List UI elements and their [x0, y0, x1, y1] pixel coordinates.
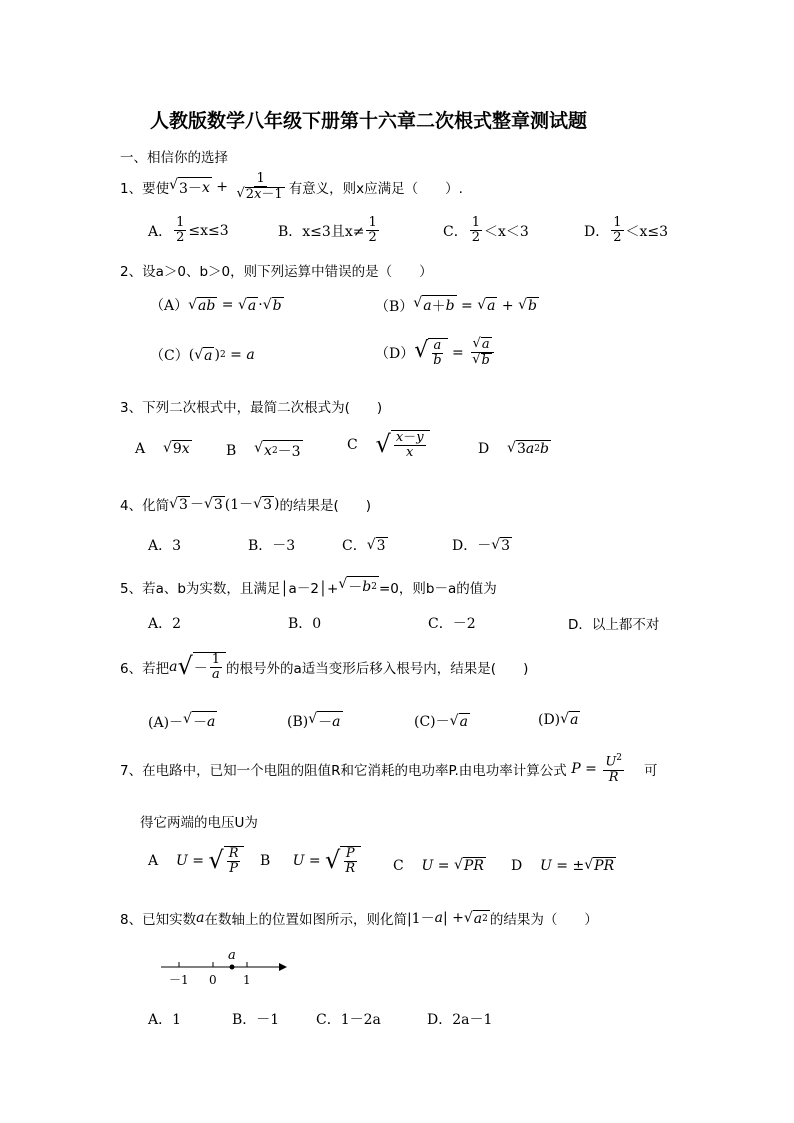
q8-option-d: D．2a－1 — [427, 1012, 493, 1028]
axis-label-neg1: －1 — [169, 973, 189, 987]
q6-option-b: (B) √ － a — [287, 711, 341, 731]
q7-option-c: C U = √ PR — [393, 857, 484, 874]
number-line-figure — [155, 945, 295, 990]
q1-option-a: A． $\frac{1}{2}$ ≤x≤3 — [148, 215, 229, 246]
point-a-marker — [230, 965, 235, 970]
q4-option-d: D．－ √ 3 — [452, 536, 511, 554]
q7-option-a: A U = √ $\frac{R}{P}$ — [148, 846, 244, 877]
q1-option-d: D． $\frac{1}{2}$ ＜x≤3 — [584, 215, 669, 246]
q2-option-b: （B） √ a ＋ b = √ a + √ b — [375, 295, 537, 315]
q1-expression: √ 3－ x + 1 √ 2 x －1 — [169, 171, 283, 203]
q5-option-c: C．－2 — [428, 616, 476, 632]
q1-prefix: 1、要使 — [120, 181, 170, 198]
question-7-stem: 7、在电路中，已知一个电阻的阻值R和它消耗的电功率P.由电功率计算公式 P = $\frac{U^2}{R}$ 可 — [120, 753, 658, 785]
q1-suffix: 有意义，则x应满足（ ）. — [288, 181, 463, 198]
question-5-stem: 5、若a、b为实数，且满足│a－2│+ √ － b 2 =0，则b－a的值为 — [120, 576, 497, 597]
q5-option-a: A．2 — [148, 616, 182, 632]
q5-option-b: B．0 — [288, 616, 322, 632]
question-4-stem: 4、化简 √ 3 － √ 3 (1－ √ 3 ) 的结果是( ) — [120, 495, 372, 514]
question-3-stem: 3、下列二次根式中，最简二次根式为( ) — [120, 400, 383, 416]
q2-option-d: （D） √ $\frac{a}{b}$ = √ a √ b — [375, 337, 496, 369]
axis-label-1: 1 — [243, 973, 251, 987]
q3-option-c: C √ $\frac{x-y}{x}$ — [347, 430, 430, 461]
q1-option-c: C． $\frac{1}{2}$ ＜x＜3 — [443, 215, 529, 246]
question-8-stem: 8、已知实数 a 在数轴上的位置如图所示，则化简 |1－ a | + √ a 2 的结果为（ ） — [120, 909, 598, 928]
q8-option-c: C．1－2a — [316, 1012, 381, 1028]
arrow-icon — [279, 963, 287, 971]
q5-option-d: D．以上都不对 — [568, 617, 660, 633]
q6-option-d: (D) √ a — [538, 711, 579, 728]
q6-option-c: (C)－ √ a — [414, 712, 468, 730]
q8-option-a: A．1 — [148, 1012, 182, 1028]
q7-option-b: B U = √ $\frac{P}{R}$ — [260, 846, 361, 877]
q4-option-a: A．3 — [148, 538, 182, 554]
axis-label-0: 0 — [209, 973, 217, 987]
q2-option-a: （A） √ ab = √ a · √ b — [150, 296, 282, 314]
q8-option-b: B．－1 — [232, 1012, 280, 1028]
q1-option-b: B．x≤3且x≠ $\frac{1}{2}$ — [278, 215, 377, 246]
point-a-label: a — [228, 948, 236, 963]
question-2-stem: 2、设a＞0、b＞0，则下列运算中错误的是（ ） — [120, 264, 433, 280]
q3-option-b: B √ x 2 －3 — [226, 440, 301, 460]
section-heading: 一、相信你的选择 — [120, 150, 228, 166]
q4-option-b: B．－3 — [248, 538, 296, 554]
question-6-stem: 6、若把 a √ － $\frac{1}{a}$ 的根号外的a适当变形后移入根号内，结果是( ) — [120, 652, 529, 683]
q7-option-d: D U = ± √ PR — [511, 857, 615, 874]
question-1-stem — [120, 172, 463, 203]
q3-option-d: D √ 3 a 2 b — [478, 440, 549, 457]
page-title: 人教版数学八年级下册第十六章二次根式整章测试题 — [150, 110, 588, 132]
question-7-line2: 得它两端的电压U为 — [140, 815, 258, 831]
q6-option-a: (A)－ √ － a — [148, 711, 216, 731]
q4-option-c: C． √ 3 — [342, 536, 386, 554]
q3-option-a: A √ 9 x — [135, 440, 190, 457]
q2-option-c: （C） ( √ a ) 2 = a — [150, 346, 255, 364]
